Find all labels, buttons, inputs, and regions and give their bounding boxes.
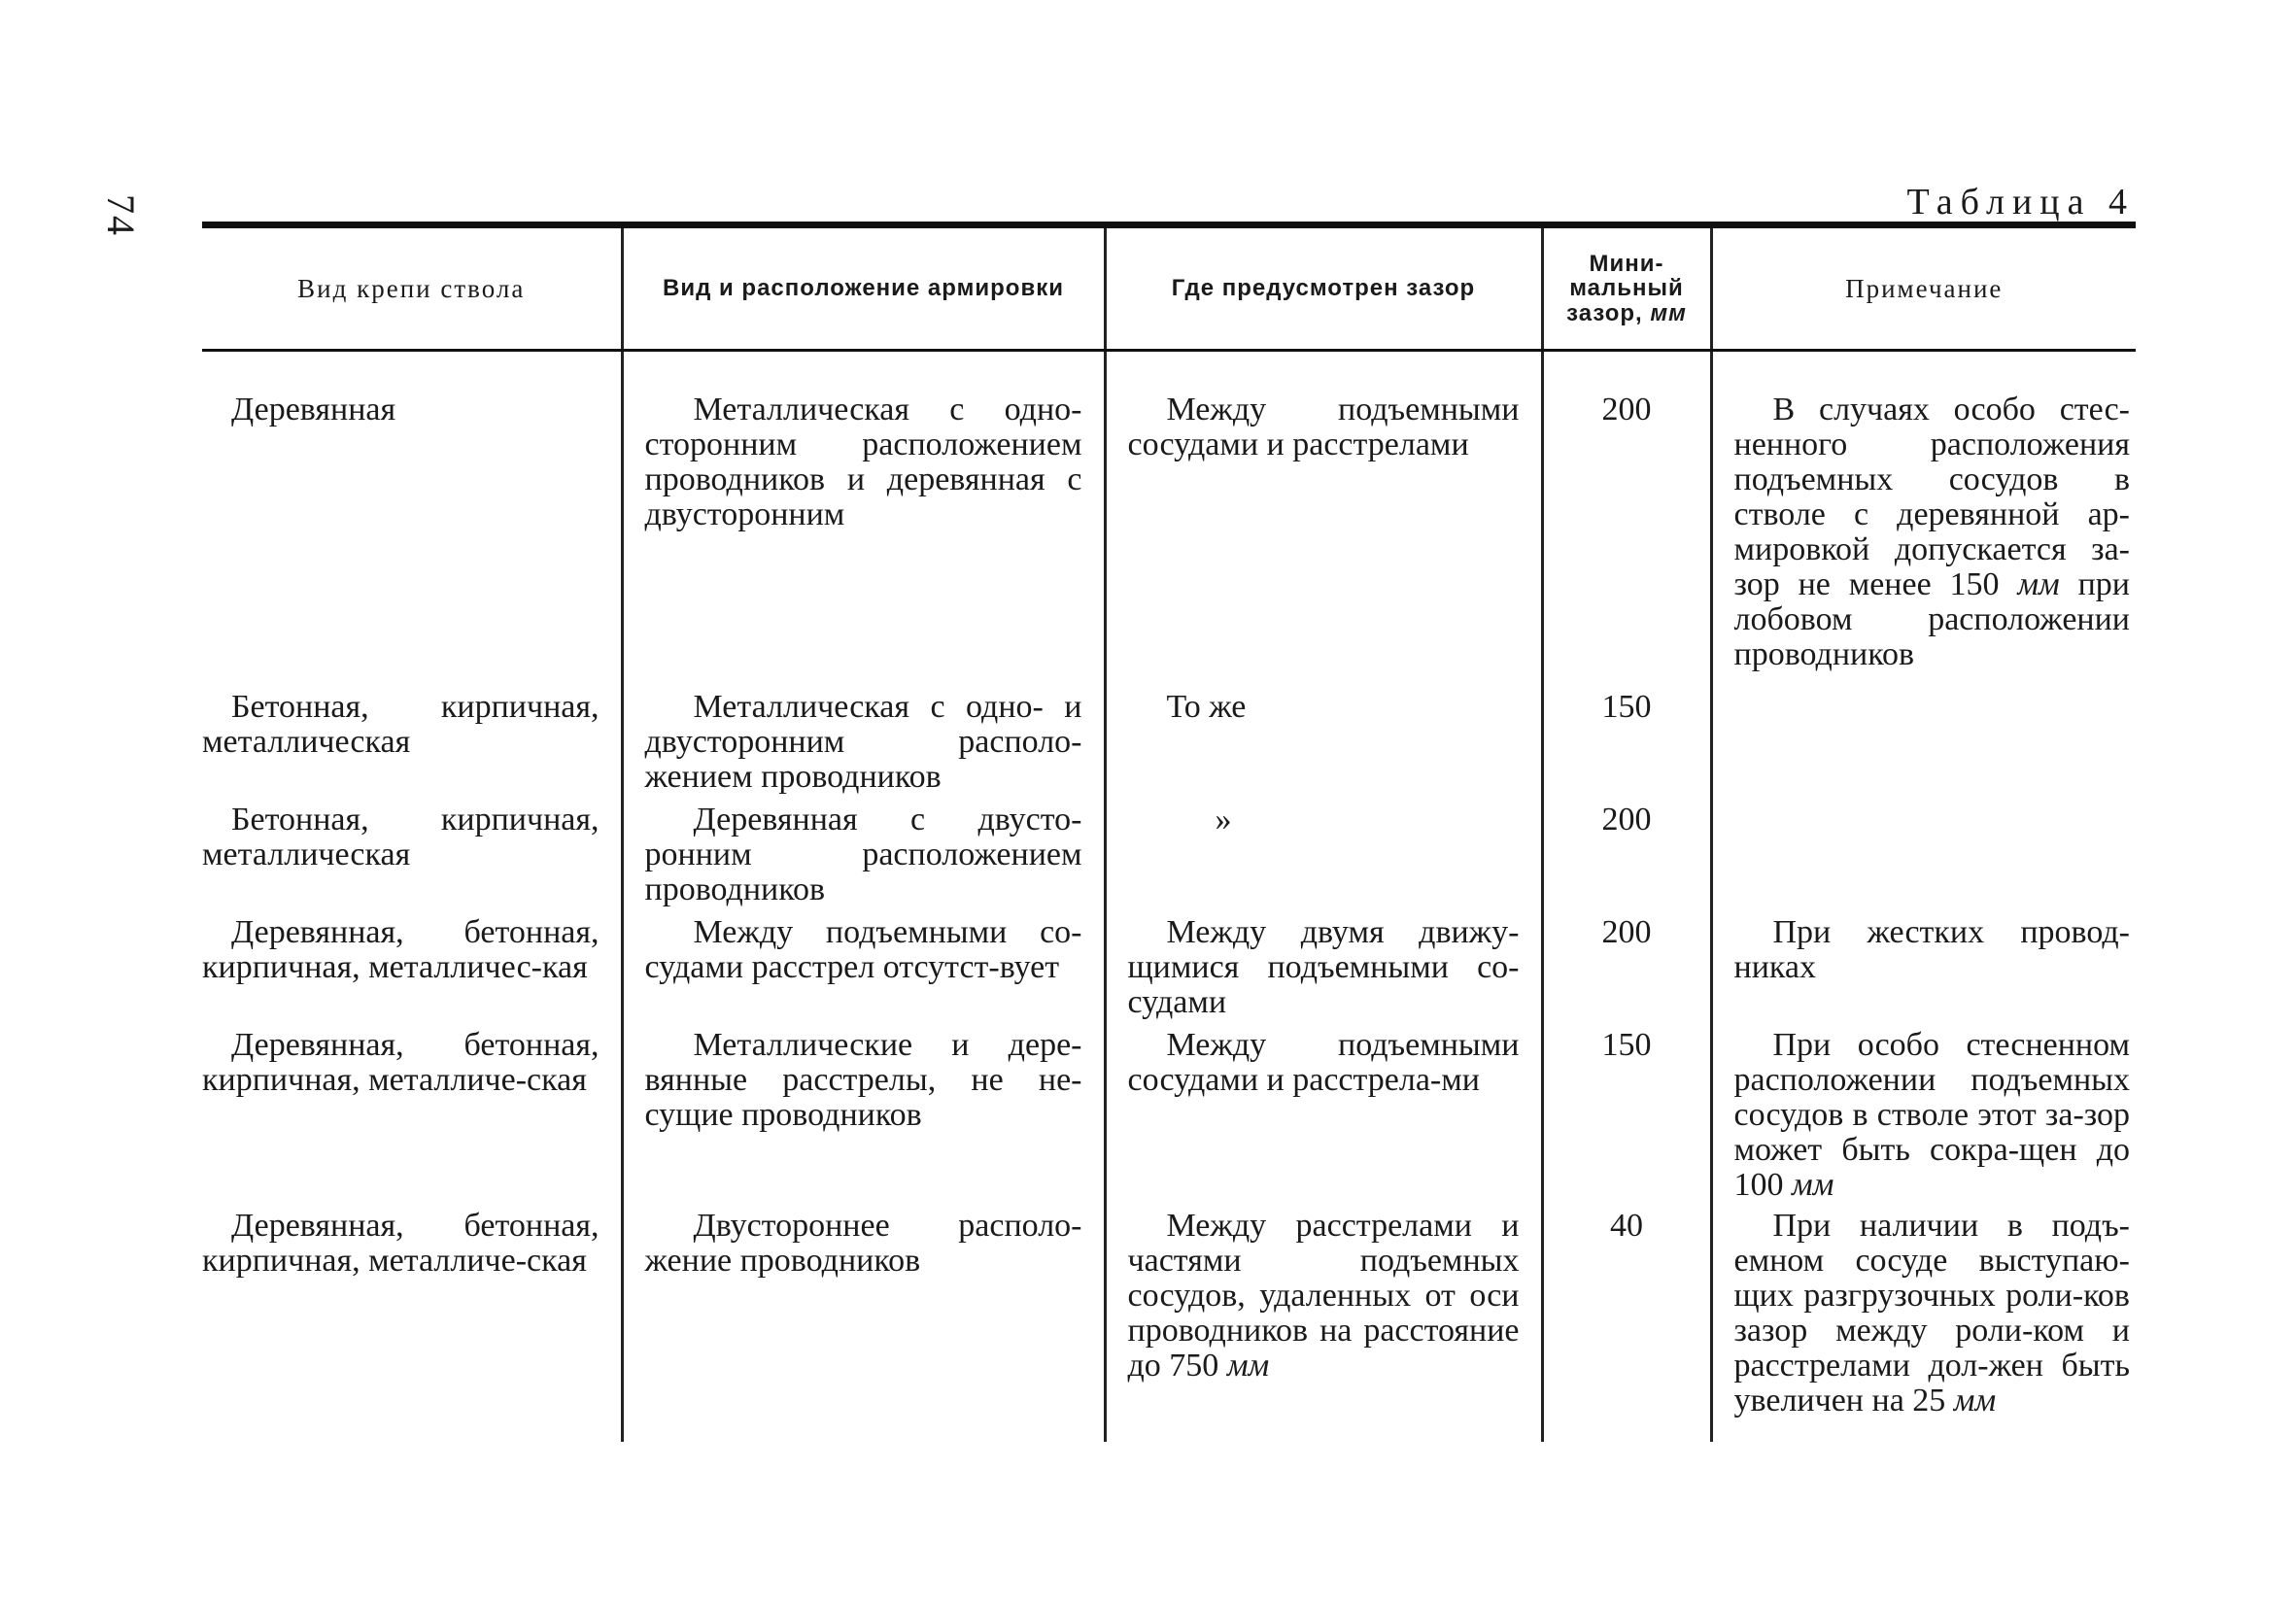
cell-gap-location: Между подъемными сосудами и расстрела-ми <box>1105 1028 1542 1209</box>
data-table <box>202 222 2136 1442</box>
note-unit: мм <box>1792 1167 1834 1203</box>
cell-support: Деревянная <box>231 392 396 427</box>
cell-reinforcement: Металлическая с одно- и двусторонним располо-жением проводников <box>622 690 1105 803</box>
note-tail: при лобовом расположении проводников <box>1733 566 2130 672</box>
cell-note <box>1711 351 2136 691</box>
cell-min-gap: 150 <box>1542 690 1711 803</box>
cell-note: При жестких провод-никах <box>1711 915 2136 1028</box>
cell-support: Деревянная, бетонная, кирпичная, металличе-ская <box>202 1208 600 1279</box>
cell-support: Деревянная, бетонная, кирпичная, металличе-ская <box>202 1027 600 1098</box>
cell-min-gap: 200 <box>1542 915 1711 1028</box>
cell-support: Бетонная, кирпичная, металлическая <box>202 802 600 872</box>
cell-note <box>1711 1028 2136 1209</box>
table-row <box>202 915 2136 1028</box>
table-row <box>202 1209 2136 1442</box>
header-reinforcement <box>622 225 1105 351</box>
table-row <box>202 351 2136 691</box>
header-gap-location <box>1105 225 1542 351</box>
cell-reinforcement: Деревянная с двусто-ронним расположением проводников <box>622 803 1105 915</box>
table-row <box>202 803 2136 915</box>
cell-min-gap: 200 <box>1542 351 1711 691</box>
cell-support: Бетонная, кирпичная, металлическая <box>202 689 600 760</box>
cell-reinforcement: Металлические и дере-вянные расстрелы, не не-сущие проводников <box>622 1028 1105 1209</box>
note-text: В случаях особо стес-ненного расположения подъемных сосудов в стволе с деревянной ар-мировкой допускается за-зор не менее 150 <box>1733 392 2130 602</box>
note-text: При особо стесненном расположении подъемных сосудов в стволе этот за-зор может быть сокра-щен до 100 <box>1733 1027 2130 1203</box>
cell-gap-location <box>1105 1209 1542 1442</box>
cell-note <box>1711 1209 2136 1442</box>
cell-gap-location: То же <box>1105 690 1542 803</box>
cell-gap-location: Между двумя движу-щимися подъемными со-судами <box>1105 915 1542 1028</box>
gap-unit: мм <box>1226 1348 1270 1384</box>
header-label: Примечание <box>1845 273 2004 303</box>
cell-min-gap: 200 <box>1542 803 1711 915</box>
table-row <box>202 1028 2136 1209</box>
cell-gap-location: Между подъемными сосудами и расстрелами <box>1105 351 1542 691</box>
cell-note <box>1711 803 2136 915</box>
header-label: Где предусмотрен зазор <box>1171 275 1476 302</box>
header-label: Мини-мальный зазор, <box>1566 251 1684 326</box>
header-label: Вид и расположение армировки <box>663 275 1064 302</box>
cell-reinforcement: Между подъемными со-судами расстрел отсутст-вует <box>622 915 1105 1028</box>
page-number: 74 <box>99 194 143 237</box>
table-row <box>202 690 2136 803</box>
cell-gap-location: » <box>1105 803 1542 915</box>
cell-note <box>1711 690 2136 803</box>
header-label: Вид крепи ствола <box>297 273 526 303</box>
header-min-gap <box>1542 225 1711 351</box>
header-support-type <box>202 225 622 351</box>
note-unit: мм <box>2017 566 2060 602</box>
header-note <box>1711 225 2136 351</box>
cell-reinforcement: Металлическая с одно-сторонним расположением проводников и деревянная с двусторонним <box>622 351 1105 691</box>
note-text: При наличии в подъ-емном сосуде выступаю-щих разгрузочных роли-ков зазор между роли-ком и расстрелами дол-жен быть увеличен на 25 <box>1733 1208 2130 1418</box>
table-title: Таблица 4 <box>1906 182 2135 222</box>
cell-min-gap: 40 <box>1542 1209 1711 1442</box>
cell-support: Деревянная, бетонная, кирпичная, металличес-кая <box>202 914 600 985</box>
cell-min-gap: 150 <box>1542 1028 1711 1209</box>
cell-reinforcement: Двустороннее располо-жение проводников <box>622 1209 1105 1442</box>
note-unit: мм <box>1953 1383 1997 1418</box>
gap-text: Между расстрелами и частями подъемных сосудов, удаленных от оси проводников на расстояние до 750 <box>1127 1208 1520 1384</box>
header-unit: мм <box>1650 299 1687 326</box>
table-header-row <box>202 225 2136 351</box>
